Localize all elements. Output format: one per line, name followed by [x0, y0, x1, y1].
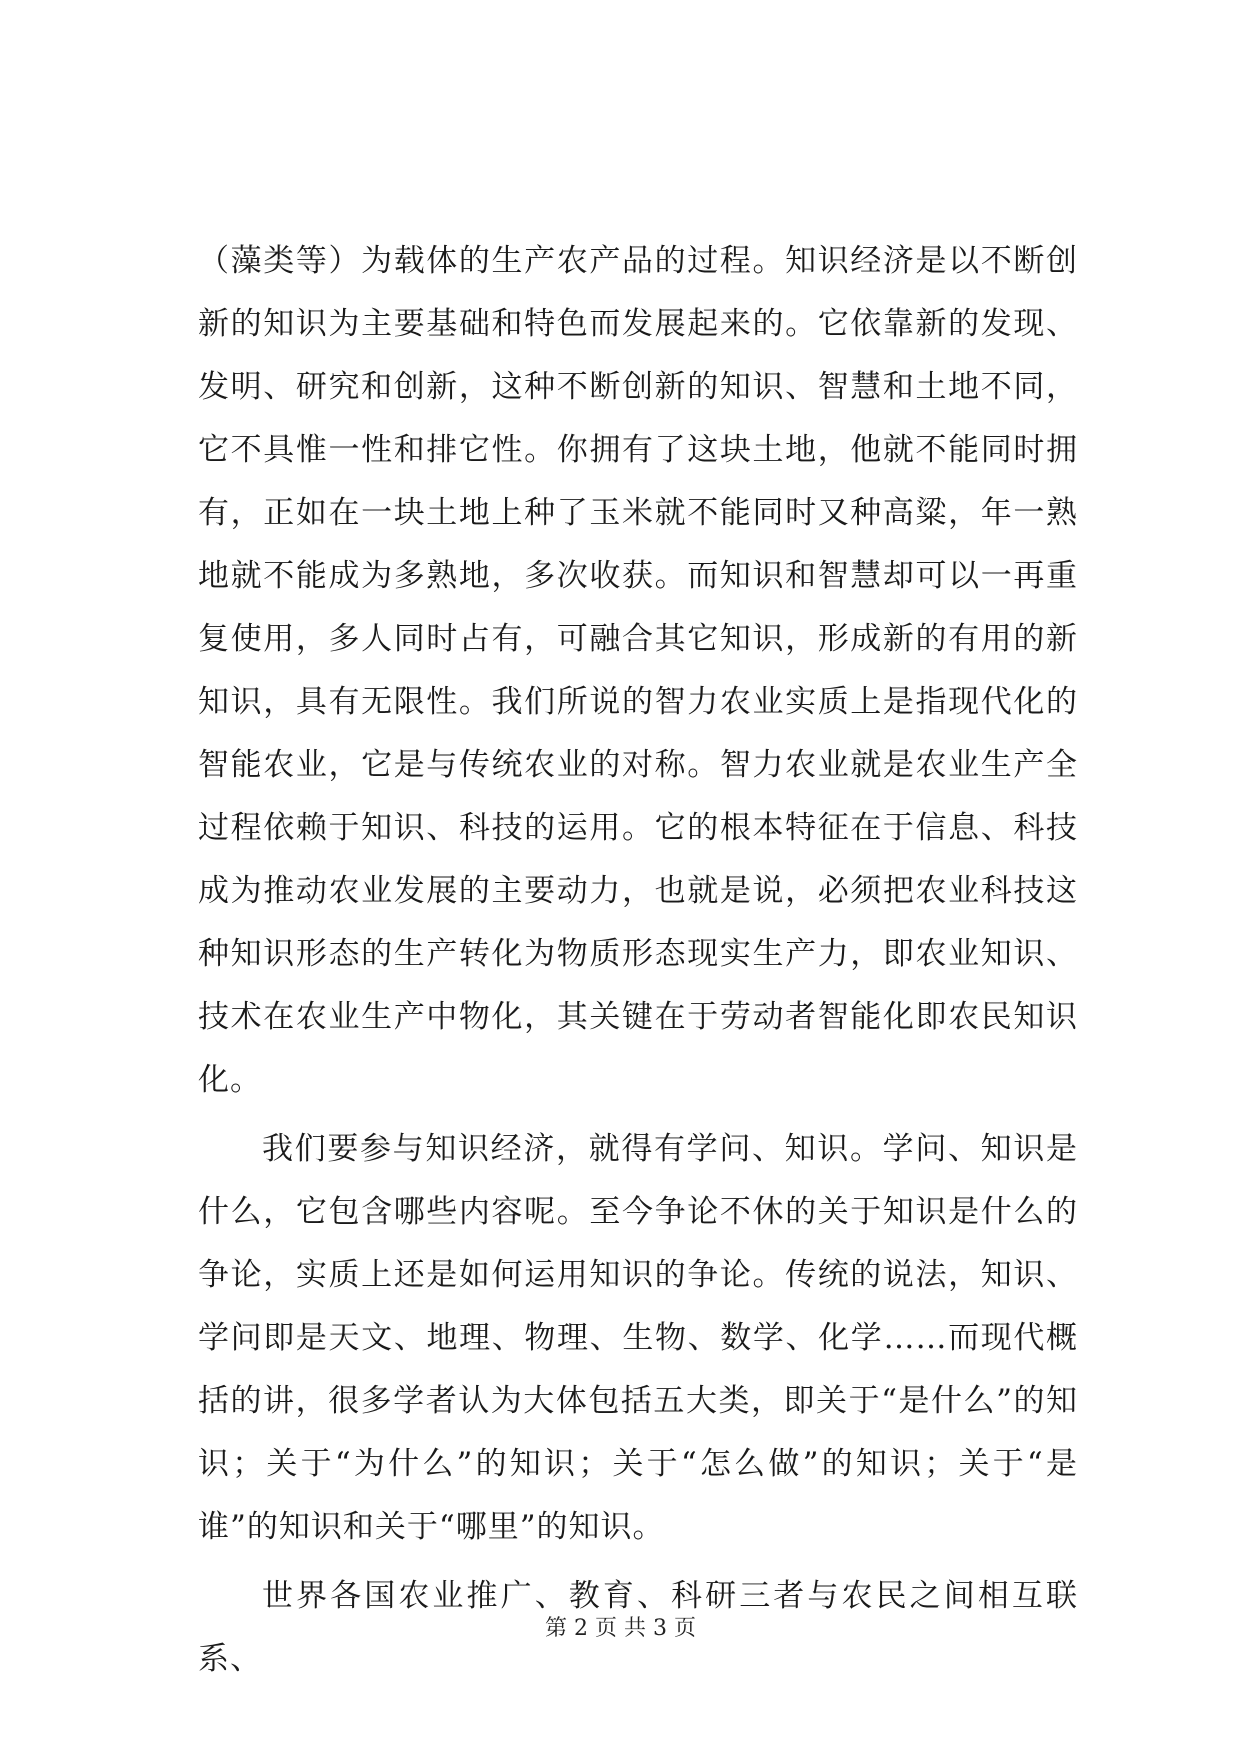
paragraph-3: 世界各国农业推广、教育、科研三者与农民之间相互联系、 — [198, 1578, 1078, 1677]
paragraph-1: （藻类等）为载体的生产农产品的过程。知识经济是以不断创新的知识为主要基础和特色而发展起来的。它依靠新的发现、发明、研究和创新，这种不断创新的知识、智慧和土地不同，它不具惟一性和排它性。你拥有了这块土地，他就不能同时拥有，正如在一块土地上种了玉米就不能同时又种高粱，年一熟地就不能成为多熟地，多次收获。而知识和智慧却可以一再重复使用，多人同时占有，可融合其它知识，形成新的有用的新知识，具有无限性。我们所说的智力农业实质上是指现代化的智能农业，它是与传统农业的对称。智力农业就是农业生产全过程依赖于知识、科技的运用。它的根本特征在于信息、科技成为推动农业发展的主要动力，也就是说，必须把农业科技这种知识形态的生产转化为物质形态现实生产力，即农业知识、技术在农业生产中物化，其关键在于劳动者智能化即农民知识化。 — [198, 243, 1078, 1098]
document-body — [198, 230, 1078, 1691]
page-number-footer: 第 2 页 共 3 页 — [545, 1616, 696, 1641]
paragraph-2: 我们要参与知识经济，就得有学问、知识。学问、知识是什么，它包含哪些内容呢。至今争论不休的关于知识是什么的争论，实质上还是如何运用知识的争论。传统的说法，知识、学问即是天文、地理、物理、生物、数学、化学……而现代概括的讲，很多学者认为大体包括五大类，即关于“是什么”的知识；关于“为什么”的知识；关于“怎么做”的知识；关于“是谁”的知识和关于“哪里”的知识。 — [198, 1131, 1078, 1545]
